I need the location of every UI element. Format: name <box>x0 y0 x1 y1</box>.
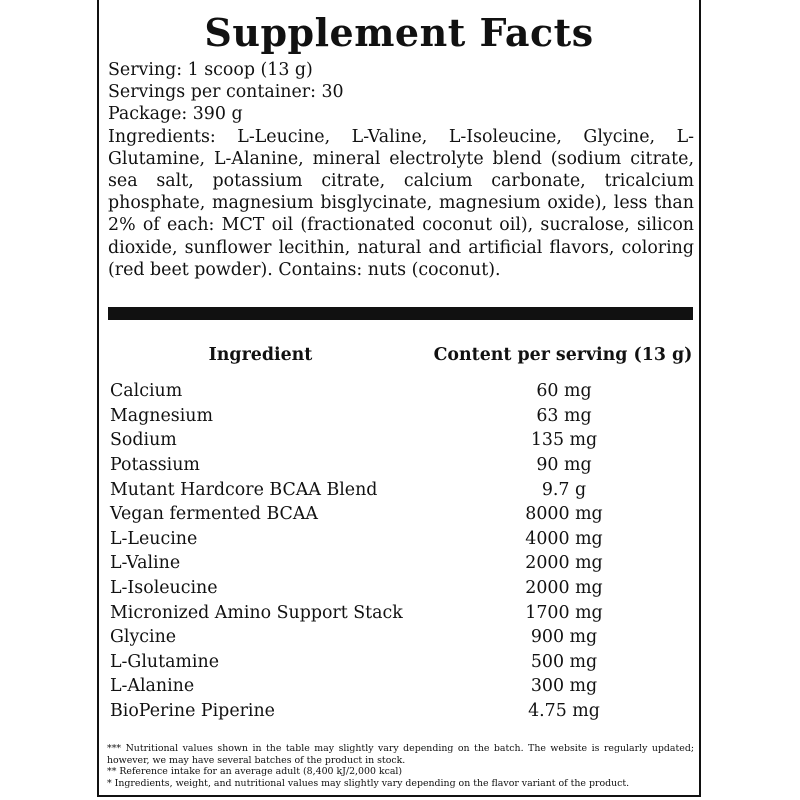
header-content-per-serving: Content per serving (13 g) <box>433 345 693 365</box>
footnotes <box>107 743 694 789</box>
table-row <box>108 428 693 453</box>
table-row <box>108 477 693 502</box>
ingredient-name: Sodium <box>110 430 177 451</box>
ingredient-name: Glycine <box>110 627 177 648</box>
table-row <box>108 502 693 527</box>
table-header-row <box>108 331 693 379</box>
ingredient-name: Calcium <box>110 381 183 402</box>
ingredient-amount: 8000 mg <box>525 504 603 525</box>
footnote-reference-intake: ** Reference intake for an average adult (8,400 kJ/2,000 kcal) <box>107 766 403 777</box>
ingredient-amount: 2000 mg <box>525 553 603 574</box>
ingredient-name: L-Isoleucine <box>110 578 218 599</box>
ingredient-name: Potassium <box>110 455 200 476</box>
table-row <box>108 404 693 429</box>
package-size: Package: 390 g <box>108 104 243 125</box>
ingredient-amount: 4000 mg <box>525 528 603 549</box>
table-row <box>108 379 693 404</box>
nutrition-table <box>108 331 693 723</box>
header-ingredient: Ingredient <box>208 345 313 365</box>
ingredient-amount: 63 mg <box>536 405 592 426</box>
ingredient-amount: 1700 mg <box>525 602 603 623</box>
ingredient-amount: 500 mg <box>530 651 598 672</box>
table-row <box>108 674 693 699</box>
ingredient-amount: 300 mg <box>530 676 598 697</box>
supplement-facts-panel <box>97 0 701 797</box>
footnote-flavor-variant: * Ingredients, weight, and nutritional values may slightly vary depending on the flavor variant of the product. <box>107 777 630 789</box>
ingredient-name: Vegan fermented BCAA <box>110 504 318 525</box>
ingredient-amount: 9.7 g <box>541 479 587 500</box>
table-row <box>108 453 693 478</box>
ingredient-amount: 900 mg <box>530 627 598 648</box>
product-info <box>108 59 694 281</box>
serving-size: Serving: 1 scoop (13 g) <box>108 60 313 80</box>
divider-bar <box>108 307 693 320</box>
table-row <box>108 600 693 625</box>
servings-per-container: Servings per container: 30 <box>108 82 344 103</box>
ingredient-name: L-Valine <box>110 553 181 574</box>
table-row <box>108 625 693 650</box>
ingredient-amount: 2000 mg <box>525 578 603 599</box>
ingredient-amount: 135 mg <box>530 430 598 451</box>
page-title: Supplement Facts <box>204 10 594 55</box>
table-row <box>108 551 693 576</box>
ingredient-name: L-Glutamine <box>110 651 219 672</box>
ingredient-amount: 60 mg <box>536 381 592 402</box>
table-row <box>108 650 693 675</box>
ingredients-list: Ingredients: L-Leucine, L-Valine, L-Isoleucine, Glycine, L-Glutamine, L-Alanine, mineral electrolyte blend (sodium citrate, sea salt, potassium citrate, calcium carbonate, tricalcium phosphate, magnesium bisglycinate, magnesium oxide), less than 2% of each: MCT oil (fractionated coconut oil), sucralose, silicon dioxide, sunflower lecithin, natural and artificial flavors, coloring (red beet powder). Contains: nuts (coconut). <box>108 126 694 280</box>
table-row <box>108 527 693 552</box>
ingredient-amount: 4.75 mg <box>528 701 600 722</box>
ingredient-name: L-Alanine <box>110 676 195 697</box>
ingredient-name: Mutant Hardcore BCAA Blend <box>110 479 378 500</box>
table-row <box>108 576 693 601</box>
table-row <box>108 699 693 724</box>
ingredient-name: BioPerine Piperine <box>110 701 275 722</box>
ingredient-name: L-Leucine <box>110 528 198 549</box>
ingredient-amount: 90 mg <box>536 455 592 476</box>
ingredient-name: Micronized Amino Support Stack <box>110 602 403 623</box>
ingredient-name: Magnesium <box>110 405 213 426</box>
footnote-batch: *** Nutritional values shown in the table may slightly vary depending on the batch. The website is regularly updated; however, we may have several batches of the product in stock. <box>107 743 694 766</box>
